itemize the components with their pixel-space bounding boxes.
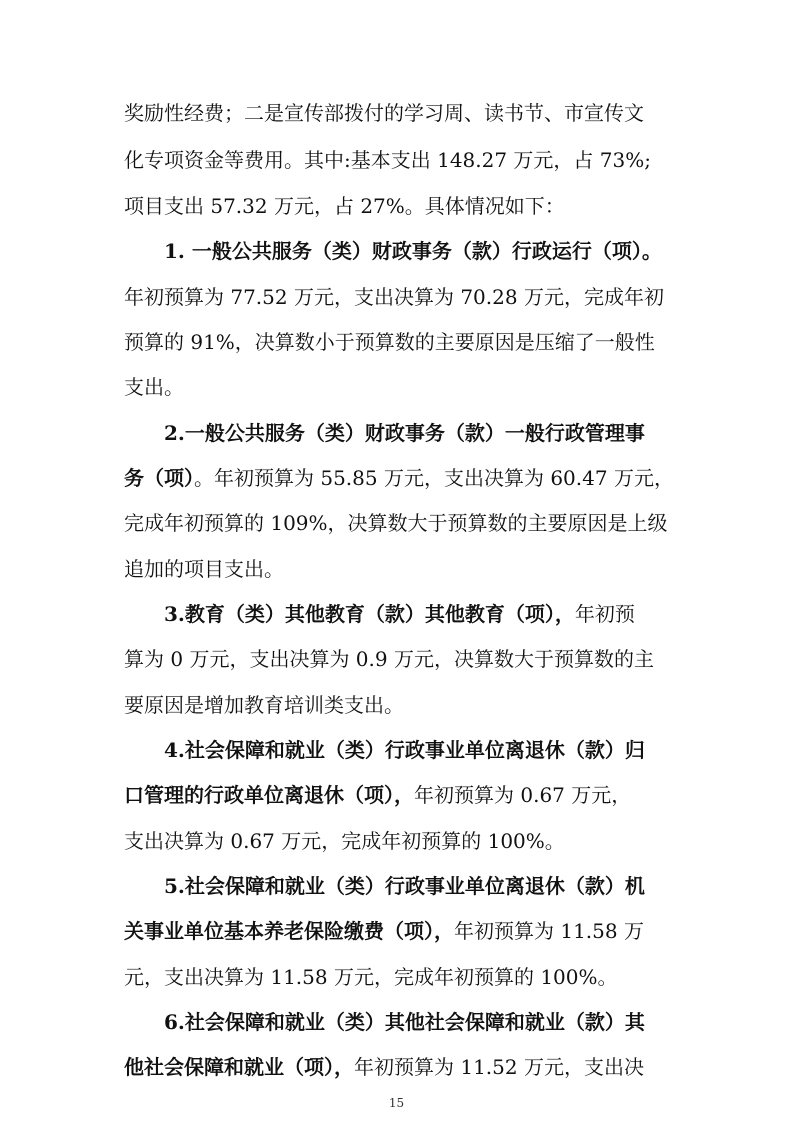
intro-line-3: 项目支出 57.32 万元，占 27%。具体情况如下： bbox=[124, 194, 565, 218]
item-5-line-2 bbox=[124, 918, 793, 944]
intro-line-2: 化专项资金等费用。其中:基本支出 148.27 万元，占 73%; bbox=[124, 148, 651, 172]
item-5-heading-end: 关事业单位基本养老保险缴费（项）， bbox=[124, 919, 454, 943]
item-5-line-2-rest: 年初预算为 11.58 万 bbox=[454, 919, 644, 943]
item-1-line-2: 年初预算为 77.52 万元，支出决算为 70.28 万元，完成年初 bbox=[124, 285, 664, 309]
item-2-line-3: 完成年初预算的 109%，决算数大于预算数的主要原因是上级 bbox=[124, 511, 668, 535]
page-number: 15 bbox=[388, 1096, 405, 1110]
item-3-line-3: 要原因是增加教育培训类支出。 bbox=[124, 693, 404, 717]
item-6-line-2-rest: 年初预算为 11.52 万元，支出决 bbox=[354, 1055, 644, 1079]
item-1-heading: 1. 一般公共服务（类）财政事务（款）行政运行（项）。 bbox=[164, 239, 662, 263]
item-4-line-2 bbox=[124, 782, 793, 808]
item-3-line-1-rest: 年初预 bbox=[574, 602, 635, 626]
item-5-line-3: 元，支出决算为 11.58 万元，完成年初预算的 100%。 bbox=[124, 965, 618, 989]
item-6-heading: 6.社会保障和就业（类）其他社会保障和就业（款）其 bbox=[164, 1010, 645, 1034]
item-6-line-2 bbox=[124, 1054, 793, 1080]
item-2-line-4: 追加的项目支出。 bbox=[124, 557, 284, 581]
item-4-line-2-rest: 年初预算为 0.67 万元， bbox=[414, 783, 632, 807]
item-2-heading-end: 务（项） bbox=[124, 466, 194, 490]
item-2-line-2-rest: 。年初预算为 55.85 万元，支出决算为 60.47 万元， bbox=[194, 466, 674, 490]
item-6-heading-end: 他社会保障和就业（项）， bbox=[124, 1055, 354, 1079]
item-3-heading: 3.教育（类）其他教育（款）其他教育（项）， bbox=[164, 602, 575, 626]
item-2-heading: 2.一般公共服务（类）财政事务（款）一般行政管理事 bbox=[164, 421, 645, 445]
intro-line-1: 奖励性经费；二是宣传部拨付的学习周、读书节、市宣传文 bbox=[124, 101, 644, 125]
item-2-line-2 bbox=[124, 465, 793, 491]
item-4-line-3: 支出决算为 0.67 万元，完成年初预算的 100%。 bbox=[124, 829, 565, 853]
item-3-line-1 bbox=[164, 601, 793, 627]
item-1-line-4: 支出。 bbox=[124, 375, 184, 399]
item-5-heading: 5.社会保障和就业（类）行政事业单位离退休（款）机 bbox=[164, 874, 645, 898]
item-1-line-3: 预算的 91%，决算数小于预算数的主要原因是压缩了一般性 bbox=[124, 330, 655, 354]
item-4-heading: 4.社会保障和就业（类）行政事业单位离退休（款）归 bbox=[164, 738, 645, 762]
item-3-line-2: 算为 0 万元，支出决算为 0.9 万元，决算数大于预算数的主 bbox=[124, 647, 654, 671]
item-4-heading-end: 口管理的行政单位离退休（项）， bbox=[124, 783, 414, 807]
